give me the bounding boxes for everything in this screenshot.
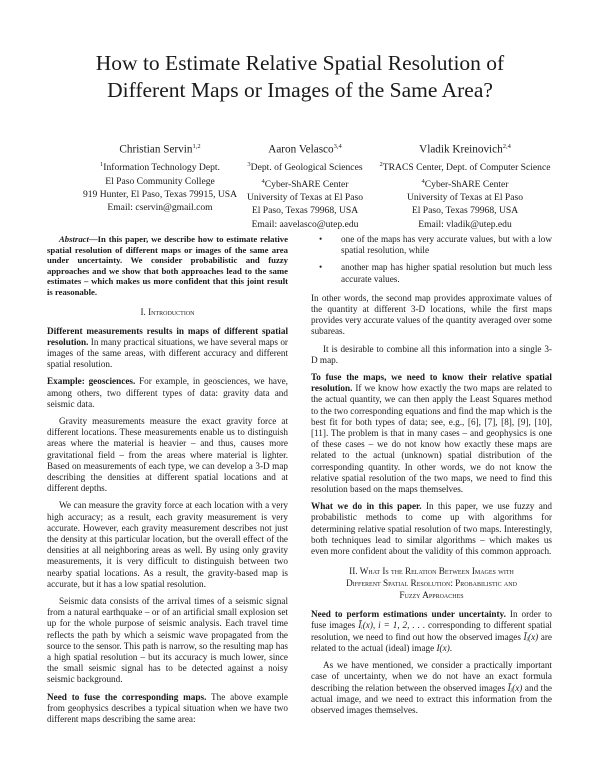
section-heading-introduction: I. Introduction: [140, 306, 195, 317]
paragraph-lead: Different measurements results in maps of different spatial resolution.: [47, 325, 288, 347]
affiliation-line: El Paso, Texas 79968, USA: [411, 205, 519, 217]
paragraph: Different measurements results in maps of different spatial resolution. In many practical situations, we have several maps or images of the same areas, with different accuracy and different spatial resolution.: [47, 325, 288, 370]
author-email: Email: cservin@gmail.com: [107, 202, 213, 214]
paragraph: We can measure the gravity force at each location with a very high accuracy; as a result, each gravity measurement is very accurate. However, each gravity measurement describes not just the density at this particular location, but the overall effect of the densities at all neighboring areas as well. By using only gravity measurements, it is very difficult to distinguish between two nearby spatial locations. As a result, the gravity-based map is accurate, but it has a low spatial resolution.: [47, 500, 288, 589]
author-email: Email: aavelasco@utep.edu: [251, 218, 359, 230]
affiliation-line: El Paso Community College: [105, 175, 215, 187]
author-servin: [70, 140, 250, 214]
affiliation-line: University of Texas at El Paso: [406, 192, 524, 203]
paper-title-line-2: Different Maps or Images of the Same Area?: [107, 78, 493, 102]
author-velasco: [225, 140, 385, 231]
author-kreinovich: [370, 140, 560, 231]
list-item: • one of the maps has very accurate values, but with a low spatial resolution, while: [311, 234, 552, 256]
section-heading-relation: II. What Is the Relation Between Images with Different Spatial Resolution: Probabilistic and Fuzzy Approaches: [346, 566, 517, 601]
bullet-list: [311, 234, 552, 285]
paragraph: Need to perform estimations under uncertainty. In order to fuse images Ĩᵢ(x), i = 1, 2, . . . corresponding to different spatial resolution, we need to find out how the observed images Ĩᵢ(x) are related to the actual (ideal) image I(x).: [311, 609, 552, 653]
math-expression: I(x): [436, 642, 450, 653]
paragraph: As we have mentioned, we consider a practically important case of uncertainty, when we do not have an exact formula describing the relation between the observed images Ĩᵢ(x) and the actual image, and we need to extract this information from the observed images themselves.: [311, 660, 552, 715]
affiliation-line: $^4$Cyber-ShARE Center: [261, 177, 349, 190]
paragraph-lead: Need to perform estimations under uncertainty.: [311, 609, 506, 620]
affiliation-line: $^4$Cyber-ShARE Center: [421, 177, 509, 190]
paper-title: [0, 50, 600, 104]
affiliation-line: $^3$Dept. of Geological Sciences: [247, 161, 363, 174]
math-expression: Ĩᵢ(x), i = 1, 2, . . .: [358, 620, 426, 631]
left-column: [47, 234, 288, 731]
paragraph: Example: geosciences. For example, in geosciences, we have, among others, two different types of data: gravity data and seismic data.: [47, 376, 288, 409]
paragraph: In other words, the second map provides approximate values of the quantity at different 3-D locations, while the first maps provides very accurate values of the quantity averaged over some subareas.: [311, 292, 552, 337]
affiliation-line: $^1$Information Technology Dept.: [100, 161, 220, 174]
paragraph: It is desirable to combine all this information into a single 3-D map.: [311, 343, 552, 365]
math-expression: Ĩᵢ(x): [523, 631, 539, 642]
list-item: • another map has higher spatial resolution but much less accurate values.: [311, 262, 552, 284]
affiliation-line: University of Texas at El Paso: [246, 192, 364, 203]
author-name: Christian Servin$^{1,2}$: [119, 143, 201, 156]
abstract-text: —In this paper, we describe how to estimate relative spatial resolution of different maps or images of the same area under uncertainty. We consider probabilistic and fuzzy approaches and we show that both approaches lead to the same estimates – which makes us more confident that this joint result is reasonable.: [47, 234, 288, 297]
abstract: [47, 234, 288, 298]
paragraph-lead: Need to fuse the corresponding maps.: [47, 691, 207, 702]
paragraph: To fuse the maps, we need to know their relative spatial resolution. If we know how exactly the two maps are related to the actual quantity, we can then apply the Least Squares method to the two corresponding equations and find the map which is the best fit for both types of data; see, e.g., [6], [7], [8], [9], [10], [11]. The problem is that in many cases – and geophysics is one of these cases – we do not know how exactly these maps are related to the actual (unknown) spatial distribution of the corresponding quantity. In other words, we do not know the relative spatial resolution of the two maps, we need to find this resolution based on the maps themselves.: [311, 372, 552, 495]
author-name: Vladik Kreinovich$^{2,4}$: [419, 143, 511, 156]
paragraph-lead: What we do in this paper.: [311, 501, 422, 512]
paragraph: Seismic data consists of the arrival times of a seismic signal from a natural earthquake – or of an artificial small explosion set up for the whole purpose of seismic analysis. Each travel time reflects the path by which a seismic wave propagated from the source to the sensor. This path is narrow, so the resulting map has a high spatial resolution – but its accuracy is much lower, since the small seismic signal has to be detected against a noisy seismic background.: [47, 596, 288, 685]
right-column: [311, 234, 552, 722]
affiliation-line: 919 Hunter, El Paso, Texas 79915, USA: [82, 188, 238, 200]
paragraph-lead: Example: geosciences.: [47, 376, 136, 387]
paragraph: Need to fuse the corresponding maps. The above example from geophysics describes a typical situation when we have two different maps describing the same area:: [47, 691, 288, 725]
affiliation-line: El Paso, Texas 79968, USA: [251, 205, 359, 217]
abstract-label: Abstract: [59, 234, 89, 244]
paragraph-lead: To fuse the maps, we need to know their relative spatial resolution.: [311, 372, 552, 394]
paragraph: Gravity measurements measure the exact gravity force at different locations. These measurements enable us to distinguish areas where the material is heavier – and thus, causes more gravitational field – from the areas where material is lighter. Based on measurements of each type, we can develop a 3-D map describing the densities at different spatial locations and at different depths.: [47, 415, 288, 494]
author-email: Email: vladik@utep.edu: [418, 218, 512, 230]
affiliation-line: $^2$TRACS Center, Dept. of Computer Science: [379, 161, 551, 174]
paper-title-line-1: How to Estimate Relative Spatial Resolution of: [95, 51, 505, 75]
author-name: Aaron Velasco$^{3,4}$: [268, 143, 342, 156]
paragraph: What we do in this paper. In this paper, we use fuzzy and probabilistic methods to come up with algorithms for determining relative spatial resolution of two maps. Interestingly, both techniques lead to similar algorithms – which makes us even more confident about the validity of this common approach.: [311, 501, 553, 557]
math-expression: Ĩᵢ(x): [507, 682, 523, 693]
